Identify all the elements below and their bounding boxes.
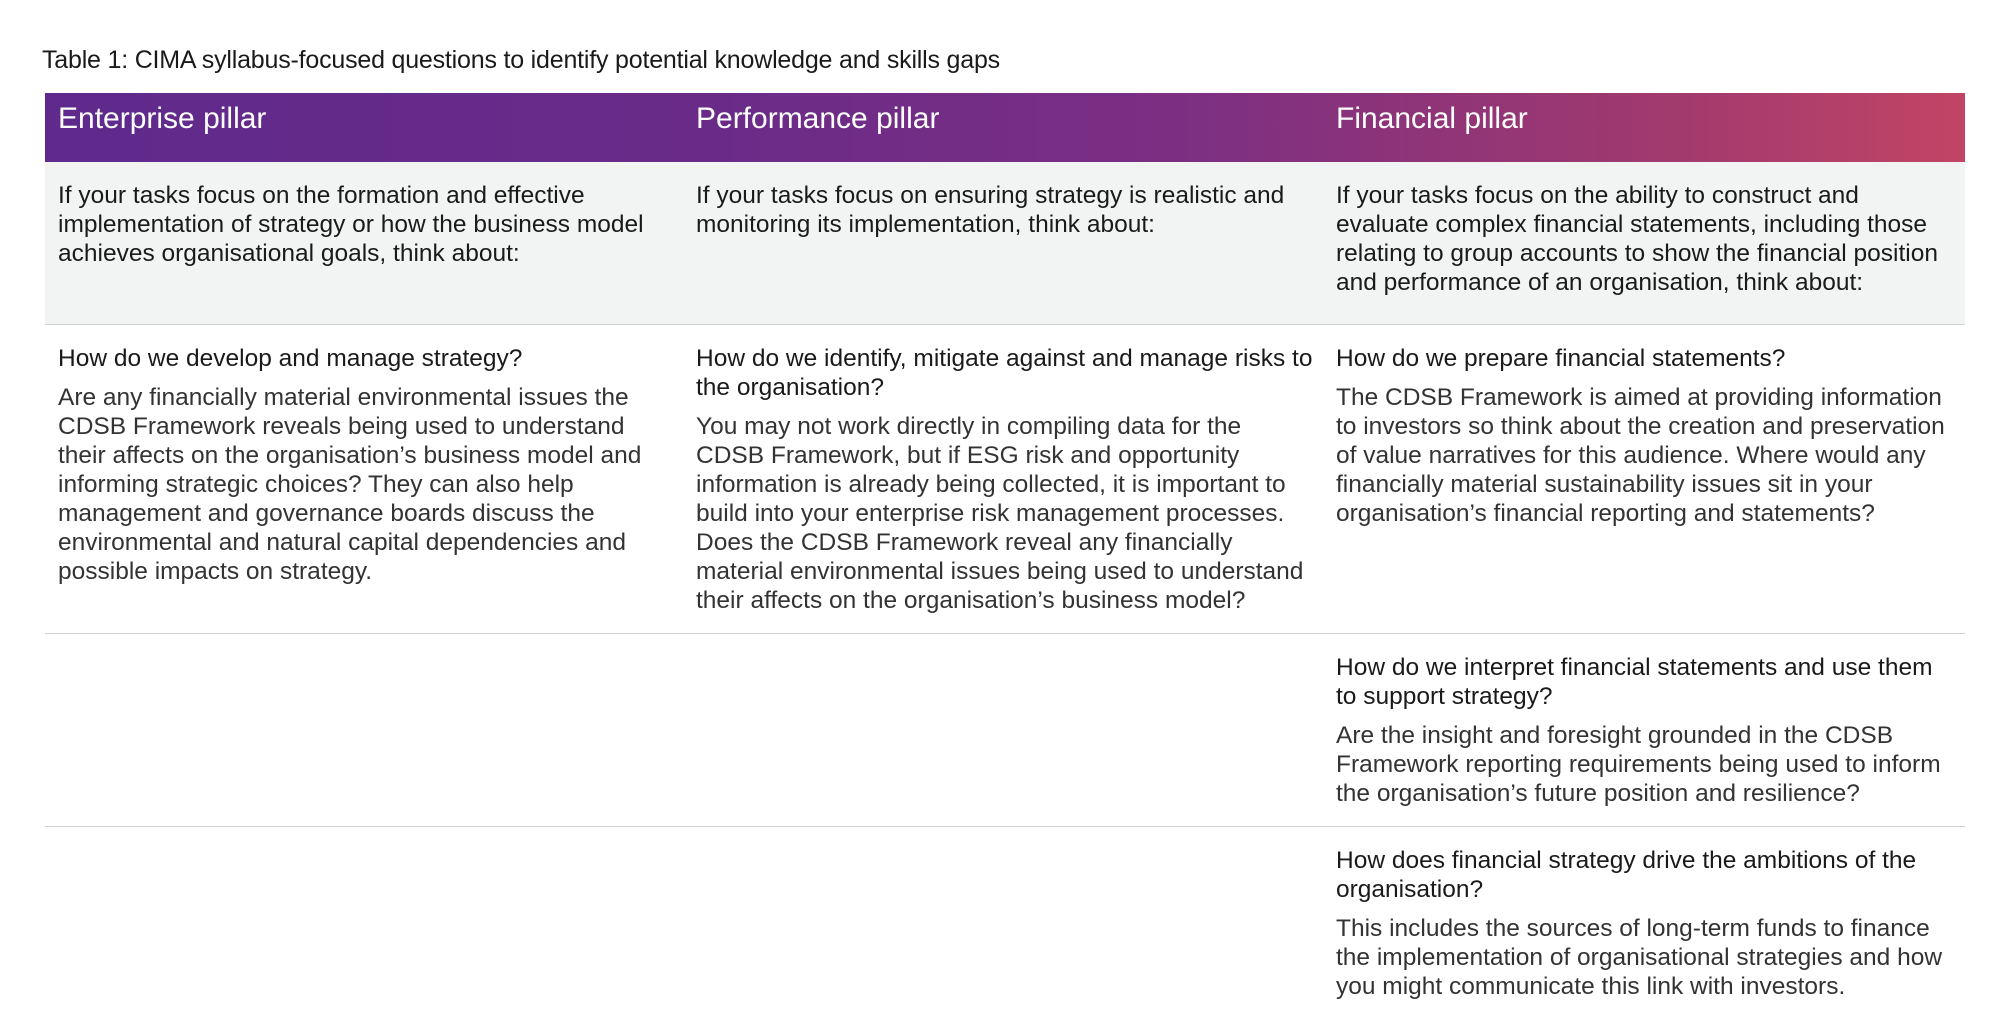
header-financial-pillar: Financial pillar xyxy=(1336,102,1528,135)
cell-enterprise-empty xyxy=(45,827,683,1001)
cell-financial xyxy=(1323,827,1965,1001)
intro-performance: If your tasks focus on ensuring strategy is realistic and monitoring its implementation, think about: xyxy=(696,182,1285,238)
question: How do we prepare financial statements? xyxy=(1336,345,1786,372)
answer: This includes the sources of long-term funds to finance the implementation of organisational strategies and how you might communicate this link with investors. xyxy=(1336,915,1943,1000)
intro-row xyxy=(45,162,1965,324)
question: How do we interpret financial statements and use them to support strategy? xyxy=(1336,654,1933,710)
cell-performance xyxy=(683,325,1323,633)
table-row xyxy=(45,827,1965,1001)
answer: You may not work directly in compiling data for the CDSB Framework, but if ESG risk and opportunity information is already being collected, it is important to build into your enterprise risk management processes. Does the CDSB Framework reveal any financially material environmental issues being used to understand their affects on the organisation’s business model? xyxy=(696,413,1304,614)
table-caption: Table 1: CIMA syllabus-focused questions to identify potential knowledge and skills gaps xyxy=(42,46,1000,74)
question: How does financial strategy drive the ambitions of the organisation? xyxy=(1336,847,1917,903)
cell-enterprise-empty xyxy=(45,634,683,826)
cell-performance-empty xyxy=(683,827,1323,1001)
table-header xyxy=(45,93,1965,162)
cell-financial xyxy=(1323,634,1965,826)
cell-enterprise xyxy=(45,325,683,633)
answer: The CDSB Framework is aimed at providing information to investors so think about the creation and preservation of value narratives for this audience. Where would any financially material sustainability issues sit in your organisation’s financial reporting and statements? xyxy=(1336,384,1945,527)
question: How do we develop and manage strategy? xyxy=(58,345,523,372)
intro-financial: If your tasks focus on the ability to construct and evaluate complex financial statements, including those relating to group accounts to show the financial position and performance of an organisation, think about: xyxy=(1336,182,1938,296)
answer: Are the insight and foresight grounded in the CDSB Framework reporting requirements being used to inform the organisation’s future position and resilience? xyxy=(1336,722,1941,807)
answer: Are any financially material environmental issues the CDSB Framework reveals being used to understand their affects on the organisation’s business model and informing strategic choices? They can also help management and governance boards discuss the environmental and natural capital dependencies and possible impacts on strategy. xyxy=(58,384,642,585)
syllabus-table xyxy=(45,93,1965,1001)
header-performance-pillar: Performance pillar xyxy=(696,102,940,135)
cell-performance-empty xyxy=(683,634,1323,826)
question: How do we identify, mitigate against and manage risks to the organisation? xyxy=(696,345,1313,401)
cell-financial xyxy=(1323,325,1965,633)
header-enterprise-pillar: Enterprise pillar xyxy=(58,102,267,135)
table-row xyxy=(45,634,1965,826)
table-row xyxy=(45,325,1965,633)
intro-enterprise: If your tasks focus on the formation and effective implementation of strategy or how the business model achieves organisational goals, think about: xyxy=(58,182,644,267)
